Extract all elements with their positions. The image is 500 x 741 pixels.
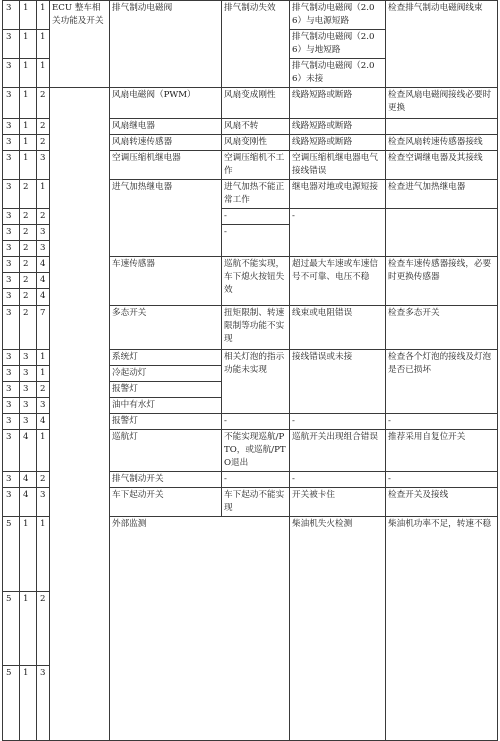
code-digit-3: 4 <box>37 414 50 430</box>
component-cell: 风扇继电器 <box>110 119 222 135</box>
code-digit-3: 2 <box>37 591 50 666</box>
remedy-cell: 检查多态开关 <box>386 306 498 350</box>
code-digit-2: 3 <box>20 398 37 414</box>
code-digit-1: 3 <box>3 135 20 151</box>
cause-cell: 排气制动电磁阀（2.06）未接 <box>290 59 386 88</box>
symptom-cell: 车下起动不能实现 <box>222 488 290 517</box>
code-digit-2: 2 <box>20 225 37 241</box>
remedy-cell: - <box>386 472 498 488</box>
cause-cell: 超过最大车速或车速信号不可靠、电压不稳 <box>290 257 386 306</box>
remedy-cell: 推荐采用自复位开关 <box>386 430 498 472</box>
code-digit-3: 3 <box>37 225 50 241</box>
code-digit-1: 3 <box>3 472 20 488</box>
code-digit-2: 1 <box>20 59 37 88</box>
code-digit-1: 3 <box>3 350 20 366</box>
remedy-cell: 检查车速传感器接线，必要时更换传感器 <box>386 257 498 306</box>
component-cell: 系统灯 <box>110 350 222 366</box>
cause-cell: 线路短路或断路 <box>290 119 386 135</box>
code-digit-2: 4 <box>20 472 37 488</box>
cause-cell: 排气制动电磁阀（2.06）与电源短路 <box>290 1 386 30</box>
category-cell: ECU 整车相关功能及开关 <box>50 1 110 88</box>
code-digit-1: 3 <box>3 209 20 225</box>
code-digit-3: 4 <box>37 289 50 306</box>
code-digit-2: 4 <box>20 488 37 517</box>
component-cell: 进气加热继电器 <box>110 180 222 257</box>
code-digit-2: 1 <box>20 88 37 119</box>
component-cell: 冷起动灯 <box>110 366 222 382</box>
component-cell: 多态开关 <box>110 306 222 350</box>
code-digit-1: 3 <box>3 382 20 398</box>
code-digit-3: 4 <box>37 257 50 273</box>
code-digit-1: 5 <box>3 591 20 666</box>
table-row <box>3 88 498 119</box>
code-digit-3: 2 <box>37 135 50 151</box>
code-digit-1: 3 <box>3 398 20 414</box>
symptom-cell: - <box>222 209 290 225</box>
code-digit-1: 5 <box>3 666 20 741</box>
component-cell: 排气制动电磁阀 <box>110 1 222 88</box>
code-digit-1: 3 <box>3 488 20 517</box>
cause-cell: 开关被卡住 <box>290 488 386 517</box>
code-digit-2: 1 <box>20 135 37 151</box>
category-cell <box>50 88 110 741</box>
symptom-cell: 相关灯泡的指示功能未实现 <box>222 350 290 414</box>
code-digit-1: 3 <box>3 241 20 257</box>
code-digit-3: 1 <box>37 180 50 209</box>
component-cell: 车速传感器 <box>110 257 222 306</box>
code-digit-1: 3 <box>3 88 20 119</box>
remedy-cell <box>386 119 498 135</box>
code-digit-3: 3 <box>37 151 50 180</box>
code-digit-3: 3 <box>37 241 50 257</box>
symptom-cell: 风扇变刚性 <box>222 135 290 151</box>
code-digit-2: 4 <box>20 430 37 472</box>
symptom-cell: - <box>222 472 290 488</box>
symptom-cell: 扭矩限制、转速限制等功能不实现 <box>222 306 290 350</box>
cause-cell: 线路短路或断路 <box>290 88 386 119</box>
code-digit-2: 2 <box>20 241 37 257</box>
code-digit-2: 3 <box>20 366 37 382</box>
component-cell: 风扇电磁阀（PWM） <box>110 88 222 119</box>
code-digit-3: 1 <box>37 517 50 592</box>
fault-code-table <box>2 0 498 741</box>
component-cell: 报警灯 <box>110 414 222 430</box>
code-digit-2: 1 <box>20 151 37 180</box>
symptom-cell: 风扇不转 <box>222 119 290 135</box>
code-digit-2: 1 <box>20 517 37 592</box>
code-digit-1: 3 <box>3 151 20 180</box>
remedy-cell: 检查风扇电磁阀接线必要时更换 <box>386 88 498 119</box>
component-cell: 柴油机失火检测 <box>290 517 386 741</box>
code-digit-1: 3 <box>3 366 20 382</box>
remedy-cell <box>386 209 498 257</box>
code-digit-2: 1 <box>20 119 37 135</box>
code-digit-1: 3 <box>3 430 20 472</box>
code-digit-1: 3 <box>3 289 20 306</box>
code-digit-1: 3 <box>3 257 20 273</box>
component-cell: 报警灯 <box>110 382 222 398</box>
remedy-cell: 检查各个灯泡的接线及灯泡是否已损坏 <box>386 350 498 414</box>
symptom-cell: 风扇变成刚性 <box>222 88 290 119</box>
category-cell: 外部监测 <box>110 517 290 741</box>
cause-cell: 线路短路或断路 <box>290 135 386 151</box>
remedy-cell: - <box>386 414 498 430</box>
code-digit-3: 4 <box>37 273 50 289</box>
symptom-cell: 不能实现巡航/PTO，或巡航/PTO退出 <box>222 430 290 472</box>
code-digit-2: 1 <box>20 30 37 59</box>
component-cell: 油中有水灯 <box>110 398 222 414</box>
code-digit-1: 3 <box>3 30 20 59</box>
code-digit-3: 2 <box>37 119 50 135</box>
code-digit-2: 1 <box>20 1 37 30</box>
symptom-cell: 进气加热不能正常工作 <box>222 180 290 209</box>
symptom-cell: 排气制动失效 <box>222 1 290 88</box>
code-digit-2: 2 <box>20 257 37 273</box>
code-digit-2: 1 <box>20 591 37 666</box>
code-digit-1: 3 <box>3 306 20 350</box>
remedy-cell: 检查风扇转速传感器接线 <box>386 135 498 151</box>
remedy-cell: 检查开关及接线 <box>386 488 498 517</box>
code-digit-2: 3 <box>20 350 37 366</box>
symptom-cell: 空调压缩机不工作 <box>222 151 290 180</box>
remedy-cell: 检查排气制动电磁阀线束 <box>386 1 498 88</box>
component-cell: 巡航灯 <box>110 430 222 472</box>
code-digit-1: 3 <box>3 414 20 430</box>
code-digit-3: 2 <box>37 382 50 398</box>
component-cell: 空调压缩机继电器 <box>110 151 222 180</box>
code-digit-2: 3 <box>20 382 37 398</box>
code-digit-1: 3 <box>3 1 20 30</box>
code-digit-2: 2 <box>20 180 37 209</box>
code-digit-3: 3 <box>37 488 50 517</box>
cause-cell: 排气制动电磁阀（2.06）与地短路 <box>290 30 386 59</box>
code-digit-3: 3 <box>37 666 50 741</box>
cause-cell: 线束或电阻错误 <box>290 306 386 350</box>
cause-cell: - <box>290 472 386 488</box>
cause-cell: 巡航开关出现组合错误 <box>290 430 386 472</box>
cause-cell: 继电器对地或电源短接 <box>290 180 386 209</box>
code-digit-1: 3 <box>3 119 20 135</box>
symptom-cell: 巡航不能实现，车下熄火按钮失效 <box>222 257 290 306</box>
component-cell: 车下起动开关 <box>110 488 222 517</box>
component-cell: 排气制动开关 <box>110 472 222 488</box>
table-row <box>3 1 498 30</box>
code-digit-3: 7 <box>37 306 50 350</box>
code-digit-3: 2 <box>37 472 50 488</box>
code-digit-1: 5 <box>3 517 20 592</box>
code-digit-1: 3 <box>3 59 20 88</box>
cause-cell: 接线错误或未接 <box>290 350 386 414</box>
code-digit-3: 2 <box>37 88 50 119</box>
code-digit-2: 2 <box>20 209 37 225</box>
code-digit-2: 2 <box>20 306 37 350</box>
code-digit-3: 3 <box>37 398 50 414</box>
cause-cell: - <box>290 414 386 430</box>
code-digit-2: 2 <box>20 289 37 306</box>
code-digit-3: 1 <box>37 1 50 30</box>
code-digit-3: 1 <box>37 59 50 88</box>
code-digit-2: 1 <box>20 666 37 741</box>
cause-cell: - <box>290 209 386 257</box>
code-digit-3: 2 <box>37 209 50 225</box>
symptom-cell: - <box>222 414 290 430</box>
code-digit-2: 3 <box>20 414 37 430</box>
code-digit-3: 1 <box>37 430 50 472</box>
code-digit-3: 1 <box>37 366 50 382</box>
remedy-cell: 检查空调继电器及其接线 <box>386 151 498 180</box>
code-digit-1: 3 <box>3 273 20 289</box>
code-digit-3: 1 <box>37 350 50 366</box>
symptom-cell: - <box>222 225 290 257</box>
cause-cell: 空调压缩机继电器电气接线错误 <box>290 151 386 180</box>
code-digit-1: 3 <box>3 180 20 209</box>
code-digit-1: 3 <box>3 225 20 241</box>
remedy-cell: 检查进气加热继电器 <box>386 180 498 209</box>
symptom-cell: 柴油机功率不足，转速不稳 <box>386 517 498 741</box>
code-digit-2: 2 <box>20 273 37 289</box>
component-cell: 风扇转速传感器 <box>110 135 222 151</box>
code-digit-3: 1 <box>37 30 50 59</box>
